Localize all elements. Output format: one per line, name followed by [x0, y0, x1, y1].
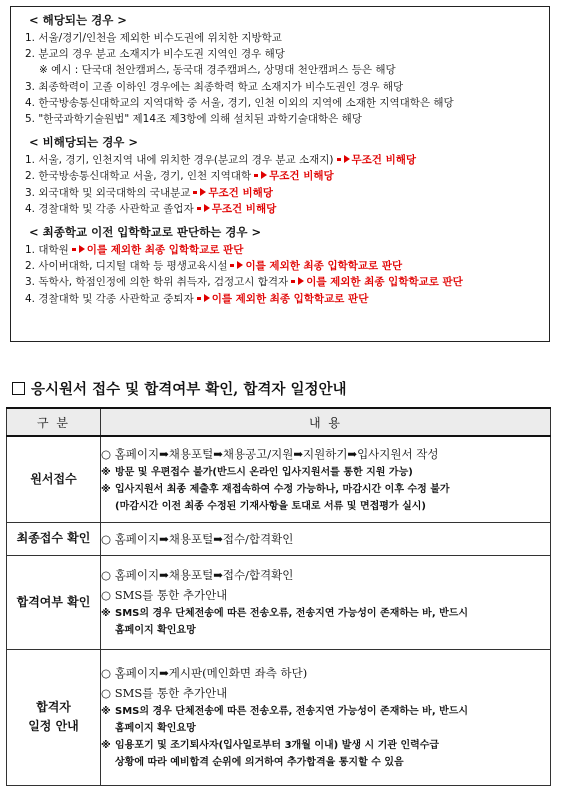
- line-result: 무조건 비해당: [208, 186, 273, 199]
- section-heading-text: 응시원서 접수 및 합격여부 확인, 합격자 일정안내: [31, 381, 347, 398]
- row-item: ○ SMS를 통한 추가안내: [101, 588, 228, 602]
- row-label: 원서접수: [7, 436, 101, 522]
- row-label: 최종접수 확인: [7, 522, 101, 555]
- table-row: [7, 649, 551, 785]
- applicable-section: [25, 13, 539, 127]
- line-text: 3. 독학사, 학점인정에 의한 학위 취득자, 검정고시 합격자: [25, 276, 289, 289]
- not-applicable-line: [25, 201, 539, 217]
- arrow-icon: [193, 191, 197, 194]
- previous-school-line: [25, 258, 539, 274]
- applicable-line: 1. 서울/경기/인천을 제외한 비수도권에 위치한 지방학교: [25, 32, 282, 44]
- line-result: 이를 제외한 최종 입학학교로 판단: [306, 276, 463, 289]
- row-item: ○ 홈페이지➡채용포털➡채용공고/지원➡지원하기➡입사지원서 작성: [101, 446, 439, 461]
- row-content: [101, 555, 551, 649]
- note-text: (마감시간 이전 최종 수정된 기재사항을 토대로 서류 및 면접평가 실시): [115, 500, 426, 512]
- line-text: 2. 한국방송통신대학교 서울, 경기, 인천 지역대학: [25, 170, 252, 183]
- criteria-box: [10, 6, 550, 342]
- arrow-head-icon: [261, 171, 267, 179]
- note-text: 방문 및 우편접수 불가(반드시 온라인 입사지원서를 통한 지원 가능): [115, 466, 413, 478]
- note-mark: ※: [101, 706, 111, 717]
- not-applicable-line: [25, 168, 539, 184]
- table-row: [7, 555, 551, 649]
- row-item: ○ SMS를 통한 추가안내: [101, 686, 228, 700]
- arrow-head-icon: [344, 155, 350, 163]
- note-mark: ※: [101, 608, 111, 619]
- line-text: 2. 사이버대학, 디지털 대학 등 평생교육시설: [25, 260, 228, 273]
- row-content: [101, 522, 551, 555]
- note-text: 상황에 따라 예비합격 순위에 의거하여 추가합격을 통지할 수 있음: [115, 757, 404, 768]
- note-text: 임용포기 및 조기퇴사자(입사일로부터 3개월 이내) 발생 시 기관 인력수급: [115, 740, 440, 751]
- arrow-icon: [254, 174, 258, 177]
- row-item: ○ 홈페이지➡게시판(메인화면 좌측 하단): [101, 666, 308, 680]
- row-label-line: 합격자: [36, 700, 71, 714]
- line-text: 4. 경찰대학 및 각종 사관학교 중퇴자: [25, 292, 194, 305]
- applicable-line: 5. "한국과학기술원법" 제14조 제3항에 의해 설치된 과학기술대학은 해당: [25, 113, 362, 126]
- row-label: [7, 649, 101, 785]
- table-row: [7, 522, 551, 555]
- note-text: SMS의 경우 단체전송에 따른 전송오류, 전송지연 가능성이 존재하는 바, 반드시: [115, 706, 469, 717]
- previous-school-line: [25, 291, 539, 307]
- row-note: [101, 605, 550, 639]
- line-text: 4. 경찰대학 및 각종 사관학교 졸업자: [25, 202, 194, 215]
- arrow-head-icon: [298, 277, 304, 285]
- not-applicable-line: [25, 152, 539, 168]
- note-text: SMS의 경우 단체전송에 따른 전송오류, 전송지연 가능성이 존재하는 바, 반드시: [115, 608, 469, 619]
- line-text: 1. 대학원: [25, 244, 69, 257]
- not-applicable-line: [25, 185, 539, 201]
- schedule-table: [6, 407, 551, 786]
- note-mark: ※: [101, 466, 111, 478]
- arrow-head-icon: [79, 245, 85, 253]
- arrow-icon: [72, 248, 76, 251]
- row-label: 합격여부 확인: [7, 555, 101, 649]
- previous-school-title: < 최종학교 이전 입학학교로 판단하는 경우 >: [29, 225, 262, 240]
- applicable-line: 2. 분교의 경우 분교 소재지가 비수도권 지역인 경우 해당: [25, 48, 285, 61]
- note-mark: ※: [101, 740, 111, 751]
- previous-school-section: [25, 225, 539, 307]
- applicable-title: < 해당되는 경우 >: [29, 13, 127, 27]
- line-result: 무조건 비해당: [269, 170, 334, 183]
- arrow-icon: [337, 158, 341, 161]
- applicable-line: 4. 한국방송통신대학교의 지역대학 중 서울, 경기, 인천 이외의 지역에 소재한 지역대학은 해당: [25, 96, 454, 109]
- line-result: 이를 제외한 최종 입학학교로 판단: [86, 244, 244, 257]
- arrow-icon: [230, 264, 234, 267]
- not-applicable-title: < 비해당되는 경우 >: [29, 135, 139, 150]
- note-text: 홈페이지 확인요망: [115, 625, 196, 636]
- arrow-icon: [197, 207, 201, 210]
- table-row: [7, 436, 551, 522]
- arrow-head-icon: [237, 261, 243, 269]
- arrow-head-icon: [204, 294, 210, 302]
- line-text: 3. 외국대학 및 외국대학의 국내분교: [25, 186, 191, 199]
- previous-school-line: [25, 242, 539, 258]
- applicable-line: 3. 최종학력이 고졸 이하인 경우에는 최종학력 학교 소재지가 비수도권인 경우 해당: [25, 80, 404, 93]
- row-note: [101, 481, 550, 515]
- line-result: 이를 제외한 최종 입학학교로 판단: [245, 260, 403, 273]
- line-result: 이를 제외한 최종 입학학교로 판단: [211, 292, 369, 305]
- line-result: 무조건 비해당: [211, 202, 277, 215]
- line-text: 1. 서울, 경기, 인천지역 내에 위치한 경우(분교의 경우 분교 소재지): [25, 154, 334, 167]
- table-header-row: [7, 408, 551, 436]
- arrow-head-icon: [200, 188, 206, 196]
- row-note: [101, 464, 550, 481]
- section-heading: [12, 378, 346, 399]
- line-result: 무조건 비해당: [351, 154, 417, 167]
- square-bullet-icon: [12, 382, 25, 395]
- applicable-example: ※ 예시 : 단국대 천안캠퍼스, 동국대 경주캠퍼스, 상명대 천안캠퍼스 등은 해당: [39, 64, 396, 77]
- arrow-head-icon: [204, 204, 210, 212]
- row-label-line: 일정 안내: [28, 719, 79, 733]
- arrow-icon: [291, 280, 295, 283]
- row-note: [101, 703, 550, 737]
- row-content: [101, 649, 551, 785]
- header-content: 내 용: [101, 408, 551, 436]
- note-text: 홈페이지 확인요망: [115, 723, 196, 734]
- row-item: ○ 홈페이지➡채용포털➡접수/합격확인: [101, 531, 294, 546]
- row-item: ○ 홈페이지➡채용포털➡접수/합격확인: [101, 568, 294, 582]
- note-text: 입사지원서 최종 제출후 재접속하여 수정 가능하나, 마감시간 이후 수정 불가: [115, 483, 450, 495]
- not-applicable-section: [25, 135, 539, 217]
- header-category: 구 분: [7, 408, 101, 436]
- note-mark: ※: [101, 483, 111, 495]
- arrow-icon: [197, 297, 201, 300]
- previous-school-line: [25, 274, 539, 290]
- row-note: [101, 737, 550, 771]
- row-content: [101, 436, 551, 522]
